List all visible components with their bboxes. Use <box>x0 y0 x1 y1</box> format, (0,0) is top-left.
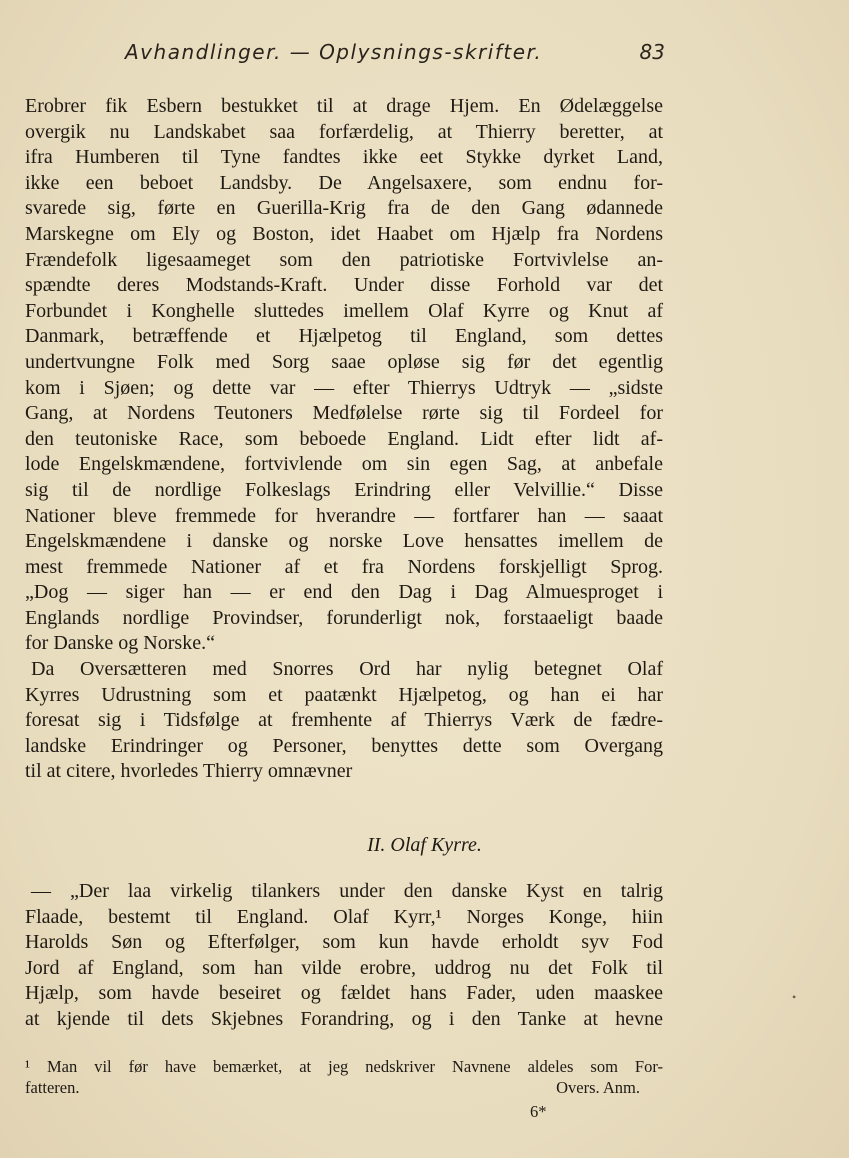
text-line: kom i Sjøen; og dette var — efter Thierrys Udtryk — „sidste <box>25 376 663 399</box>
text-line: — „Der laa virkelig tilankers under den danske Kyst en talrig <box>31 880 663 902</box>
text-line: svarede sig, førte en Guerilla-Krig fra de den Gang ødannede <box>25 197 663 220</box>
text-line: Forbundet i Konghelle sluttedes imellem Olaf Kyrre og Knut af <box>25 299 663 322</box>
footnote-line: ¹ Man vil før have bemærket, at jeg nedskriver Navnene aldeles som For- <box>25 1057 663 1076</box>
text-line: Frændefolk ligesaameget som den patriotiske Fortvivlelse an- <box>25 248 663 271</box>
text-line: spændte deres Modstands-Kraft. Under disse Forhold var det <box>25 274 663 297</box>
text-line: Englands nordlige Provindser, forunderligt nok, forstaaeligt baade <box>25 606 663 629</box>
signature-mark: 6* <box>530 1102 547 1121</box>
text-line: Hjælp, som havde beseiret og fældet hans Fader, uden maaskee <box>25 982 663 1005</box>
text-line: for Danske og Norske.“ <box>25 632 215 655</box>
text-line: undertvungne Folk med Sorg saae opløse sig før det egentlig <box>25 350 663 373</box>
footnote-text: fatteren. <box>25 1078 80 1097</box>
section-heading: II. Olaf Kyrre. <box>367 834 482 856</box>
text-line: overgik nu Landskabet saa forfærdelig, at Thierry beretter, at <box>25 120 663 143</box>
running-title: Avhandlinger. — Oplysnings-skrifter. <box>125 40 543 64</box>
text-line: foresat sig i Tidsfølge at fremhente af Thierrys Værk de fædre- <box>25 709 663 732</box>
margin-mark: • <box>792 990 797 1004</box>
text-line: „Dog — siger han — er end den Dag i Dag Almuesproget i <box>25 581 663 604</box>
text-line: Harolds Søn og Efterfølger, som kun havde erholdt syv Fod <box>25 931 663 954</box>
body-text <box>25 94 663 785</box>
text-line: Engelskmændene i danske og norske Love hensattes imellem de <box>25 530 663 553</box>
text-line: mest fremmede Nationer af et fra Nordens forskjelligt Sprog. <box>25 555 663 578</box>
text-line: sig til de nordlige Folkeslags Erindring eller Velvillie.“ Disse <box>25 478 663 501</box>
page-header <box>125 40 665 74</box>
text-line: at kjende til dets Skjebnes Forandring, og i den Tanke at hevne <box>25 1007 663 1030</box>
body-text-continued <box>25 879 663 1033</box>
text-line: Marskegne om Ely og Boston, idet Haabet om Hjælp fra Nordens <box>25 222 663 245</box>
text-line: til at citere, hvorledes Thierry omnævner <box>25 760 353 783</box>
text-line: Erobrer fik Esbern bestukket til at drage Hjem. En Ødelæggelse <box>25 95 663 117</box>
text-line: den teutoniske Race, som beboede England. Lidt efter lidt af- <box>25 427 663 450</box>
text-line: landske Erindringer og Personer, benyttes dette som Overgang <box>25 734 663 757</box>
text-line: Danmark, betræffende et Hjælpetog til England, som dettes <box>25 325 663 348</box>
footnote <box>25 1056 663 1098</box>
footnote-line <box>25 1077 663 1098</box>
text-line: ifra Humberen til Tyne fandtes ikke eet Stykke dyrket Land, <box>25 146 663 169</box>
text-line: Gang, at Nordens Teutoners Medfølelse rørte sig til Fordeel for <box>25 402 663 425</box>
text-line: Da Oversætteren med Snorres Ord har nylig betegnet Olaf <box>31 658 663 681</box>
text-line: Nationer bleve fremmede for hverandre — fortfarer han — saaat <box>25 504 663 527</box>
text-line: Jord af England, som han vilde erobre, uddrog nu det Folk til <box>25 956 663 979</box>
text-line: Flaade, bestemt til England. Olaf Kyrr,¹ Norges Konge, hiin <box>25 905 663 928</box>
text-line: Kyrres Udrustning som et paatænkt Hjælpetog, og han ei har <box>25 683 663 706</box>
page-number: 83 <box>639 40 665 64</box>
text-line: ikke een beboet Landsby. De Angelsaxere, som endnu for- <box>25 171 663 194</box>
footnote-attribution: Overs. Anm. <box>556 1078 640 1097</box>
text-line: lode Engelskmændene, fortvivlende om sin egen Sag, at anbefale <box>25 453 663 476</box>
